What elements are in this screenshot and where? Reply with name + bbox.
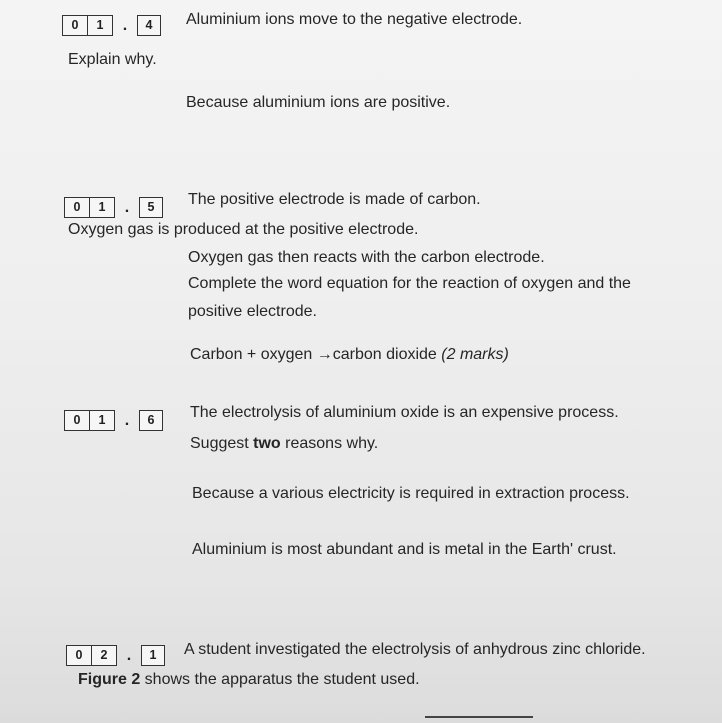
decimal-point: . [124, 412, 130, 429]
digit: 0 [75, 648, 83, 662]
digit: 4 [145, 18, 153, 32]
question-text-line: positive electrode. [188, 303, 317, 320]
question-text-line: Complete the word equation for the reaction of oxygen and the [188, 275, 631, 292]
divider-line [425, 716, 533, 718]
digit: 5 [147, 200, 155, 214]
handwritten-answer: Because aluminium ions are positive. [186, 94, 451, 111]
question-instruction: Explain why. [68, 51, 157, 68]
decimal-point: . [126, 647, 132, 664]
question-prompt: The electrolysis of aluminium oxide is an expensive process. [190, 404, 619, 421]
question-part-box [137, 15, 161, 36]
instruction-emphasis: two [253, 435, 281, 452]
question-number-02-1 [66, 645, 165, 666]
question-number-box [64, 410, 115, 431]
question-number-01-5 [64, 197, 163, 218]
question-prompt: Aluminium ions move to the negative electrode. [186, 11, 523, 28]
handwritten-answer: Because a various electricity is required in extraction process. [192, 485, 630, 502]
digit: 0 [73, 200, 81, 214]
digit: 0 [71, 18, 79, 32]
marks-label: (2 marks) [441, 346, 509, 363]
digit: 1 [89, 198, 114, 217]
instruction-text: Suggest [190, 435, 254, 452]
decimal-point: . [122, 17, 128, 34]
handwritten-answer: Aluminium is most abundant and is metal in the Earth' crust. [192, 541, 617, 558]
question-prompt: The positive electrode is made of carbon. [188, 191, 481, 208]
digit: 1 [149, 648, 157, 662]
digit: 0 [73, 413, 81, 427]
digit: 2 [91, 646, 116, 665]
decimal-point: . [124, 199, 130, 216]
question-part-box [139, 197, 163, 218]
question-number-box [62, 15, 113, 36]
question-number-01-6 [64, 410, 163, 431]
instruction-text: reasons why. [280, 435, 379, 452]
question-part-box [139, 410, 163, 431]
question-number-01-4 [62, 15, 161, 36]
question-part-box [141, 645, 165, 666]
digit: 1 [87, 16, 112, 35]
question-prompt: A student investigated the electrolysis of anhydrous zinc chloride. [184, 641, 646, 658]
question-text-line: Oxygen gas is produced at the positive electrode. [68, 221, 419, 238]
figure-reference: Figure 2 [78, 671, 141, 688]
handwritten-answer [190, 345, 509, 365]
question-number-box [64, 197, 115, 218]
digit: 6 [147, 413, 155, 427]
digit: 1 [89, 411, 114, 430]
question-number-box [66, 645, 117, 666]
figure-description: shows the apparatus the student used. [140, 671, 420, 688]
question-text-line [78, 670, 420, 690]
question-text-line: Oxygen gas then reacts with the carbon electrode. [188, 249, 545, 266]
question-instruction [190, 434, 378, 454]
answer-equation: Carbon + oxygen →carbon dioxide [190, 346, 437, 363]
